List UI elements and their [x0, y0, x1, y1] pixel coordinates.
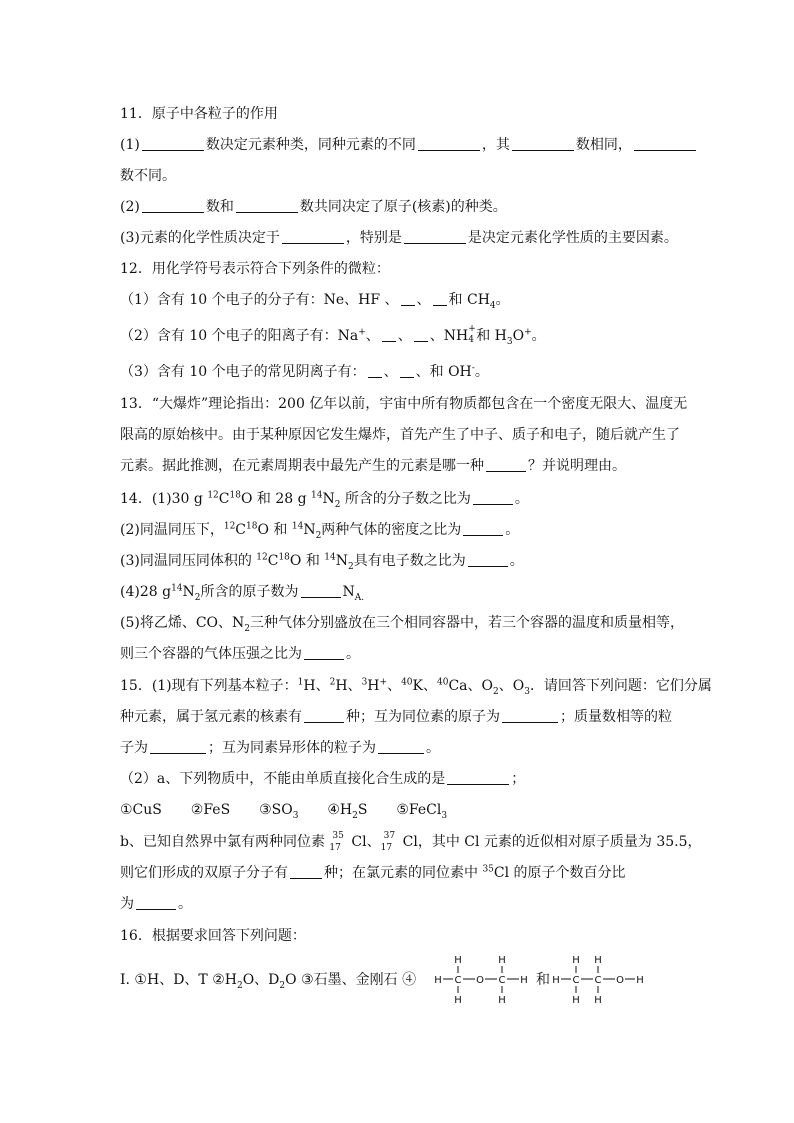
answer-blank[interactable] [378, 739, 424, 754]
q11-line2: (2) 数和 数共同决定了原子(核素)的种类。 [120, 199, 507, 215]
answer-blank[interactable] [301, 583, 341, 598]
atom-h: H [434, 975, 442, 986]
q11-line3: (3)元素的化学性质决定于 ，特别是 是决定元素化学性质的主要因素。 [120, 230, 678, 246]
q14-line5: (5)将乙烯、CO、$N_2$三种气体分别盛放在三个相同容器中，若三个容器的温度和质量相等， [120, 615, 685, 634]
answer-blank[interactable] [404, 229, 466, 244]
atom-h: H [636, 975, 644, 986]
option-cus: ①CuS [120, 802, 162, 818]
q12-line2: （2）含有 10 个电子的阳离子有：Na+、 、 、NH + 4 和 $H_3O^+$。 [120, 324, 546, 347]
answer-blank[interactable] [382, 327, 396, 342]
atom-h: H [454, 955, 462, 966]
answer-blank[interactable] [304, 645, 344, 660]
atom-o: O [616, 975, 624, 986]
q15-line8: 为 。 [120, 896, 192, 912]
answer-blank[interactable] [368, 363, 382, 378]
answer-blank[interactable] [447, 770, 509, 785]
q15-line6: b、已知自然界中氯有两种同位素 35 17 Cl、 37 17 Cl，其中 Cl 元素的近似相对原子质量为 35.5， [120, 831, 702, 853]
atom-h: H [498, 995, 506, 1005]
atom-h: H [594, 995, 602, 1005]
q12-line1: （1）含有 10 个电子的分子有：Ne、HF 、 、 和 $CH_4$。 [120, 292, 510, 311]
q15-line2: 种元素，属于氢元素的核素有 种；互为同位素的原子为 ；质量数相等的粒 [120, 709, 672, 725]
answer-blank[interactable] [473, 490, 513, 505]
q16-title: 16．根据要求回答下列问题： [120, 928, 306, 944]
answer-blank[interactable] [401, 291, 415, 306]
q14-line3: (3)同温同压同体积的 $^{12}C^{18}O$ 和 $^{14}N_2$具有电子数之比为 。 [120, 552, 524, 572]
option-so3: $③SO_3$ [259, 802, 299, 821]
q14-line2: (2)同温同压下，$^{12}C^{18}O$ 和 $^{14}N_2$两种气体的密度之比为 。 [120, 521, 520, 541]
atom-c: C [572, 975, 580, 986]
atom-h: H [572, 995, 580, 1005]
answer-blank[interactable] [150, 739, 206, 754]
answer-blank[interactable] [486, 457, 526, 472]
answer-blank[interactable] [433, 291, 447, 306]
answer-blank[interactable] [468, 552, 508, 567]
answer-blank[interactable] [136, 895, 176, 910]
q15-line1: 15．(1)现有下列基本粒子：$^1$H、$^2$H、$^3$H+、$^{40}$K、$^{40}$Ca、$O_2$、$O_3$．请回答下列问题：它们分属 [120, 677, 712, 697]
answer-blank[interactable] [290, 864, 322, 879]
option-fes: ②FeS [190, 802, 231, 818]
atom-h: H [572, 955, 580, 966]
answer-blank[interactable] [463, 521, 503, 536]
option-fecl3: ⑤FeCl$_3$ [396, 802, 448, 821]
answer-blank[interactable] [512, 136, 574, 151]
q11-line1-cont: 数不同。 [120, 168, 176, 184]
answer-blank[interactable] [414, 327, 428, 342]
q15-options [120, 800, 447, 820]
answer-blank[interactable] [142, 198, 204, 213]
q14-line6: 则三个容器的气体压强之比为 。 [120, 646, 360, 662]
q13-line3: 元素。据此推测，在元素周期表中最先产生的元素是哪一种 ？并说明理由。 [120, 458, 626, 474]
q15-line3: 子为 ；互为同素异形体的粒子为 。 [120, 740, 440, 756]
atom-h: H [594, 955, 602, 966]
atom-c: C [454, 975, 462, 986]
atom-h: H [520, 975, 528, 986]
answer-blank[interactable] [282, 229, 344, 244]
option-h2s: $④H_2S$ [327, 802, 368, 821]
q11-title: 11．原子中各粒子的作用 [120, 106, 278, 122]
answer-blank[interactable] [634, 136, 696, 151]
q12-line3: （3）含有 10 个电子的常见阴离子有： 、 、和 OH-。 [120, 363, 489, 380]
q13-line1: 13．“大爆炸”理论指出：200 亿年以前，宇宙中所有物质都包含在一个密度无限大、温度无 [120, 396, 688, 412]
q16-item-i: I. ①H、D、T $②H_2O$、$D_2O$ ③石墨、金刚石 ④ [120, 972, 417, 991]
q15-line4: （2）a、下列物质中，不能由单质直接化合生成的是 ； [120, 771, 526, 787]
q13-line2: 限高的原始核中。由于某种原因它发生爆炸，首先产生了中子、质子和电子，随后就产生了 [120, 427, 680, 443]
q12-title: 12．用化学符号表示符合下列条件的微粒： [120, 261, 390, 277]
atom-h: H [498, 955, 506, 966]
atom-c: C [498, 975, 506, 986]
atom-h: H [552, 975, 560, 986]
atom-h: H [454, 995, 462, 1005]
answer-blank[interactable] [236, 198, 298, 213]
structural-formula-dimethyl-ether [432, 953, 532, 1005]
structural-formula-ethanol [550, 953, 650, 1005]
q15-line7: 则它们形成的双原子分子有 种；在氯元素的同位素中 $^{35}$Cl 的原子个数百分比 [120, 864, 626, 881]
atom-c: C [594, 975, 602, 986]
q11-line1: (1) 数决定元素种类，同种元素的不同 ，其 数相同， [120, 135, 698, 155]
q14-line1: 14．(1)30 g $^{12}C^{18}O$ 和 28 g $^{14}N_2$ 所含的分子数之比为 。 [120, 490, 529, 510]
atom-o: O [476, 975, 484, 986]
answer-blank[interactable] [400, 363, 414, 378]
answer-blank[interactable] [142, 136, 204, 151]
q14-line4: (4)28 $g^{14}N_2$所含的原子数为 $N_{A.}$ [120, 583, 365, 603]
and-label: 和 [536, 972, 550, 988]
answer-blank[interactable] [304, 708, 344, 723]
answer-blank[interactable] [418, 136, 480, 151]
answer-blank[interactable] [502, 708, 558, 723]
